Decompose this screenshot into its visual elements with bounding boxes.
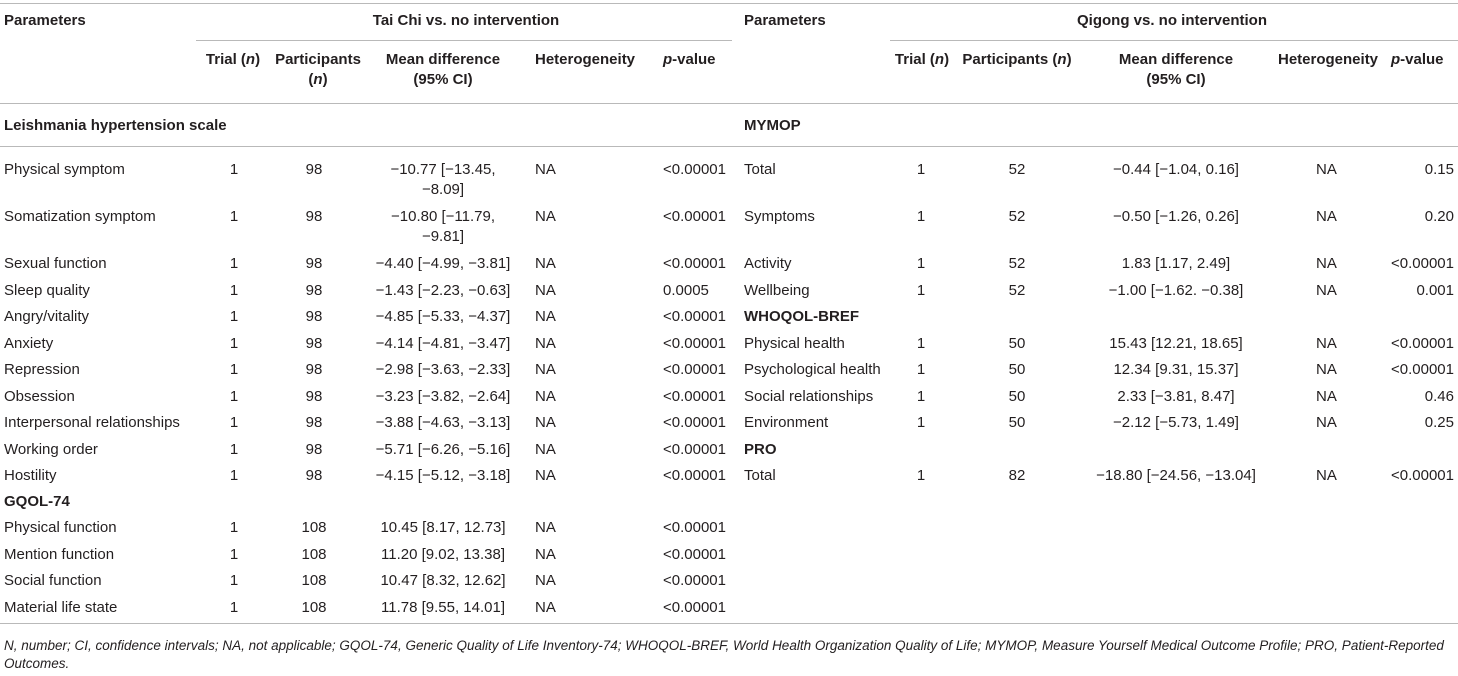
table-cell-participants: 98	[305, 414, 323, 431]
table-row-parameter: Material life state	[4, 599, 118, 616]
left-group-header: Tai Chi vs. no intervention	[372, 12, 560, 29]
right-group-rule	[890, 40, 1458, 41]
table-cell-pvalue: 0.25	[1424, 414, 1454, 431]
table-row-parameter: Interpersonal relationships	[4, 414, 180, 431]
table-cell-participants: 98	[305, 441, 323, 458]
table-cell-pvalue: <0.00001	[663, 467, 726, 484]
table-cell-heterogeneity: NA	[535, 414, 556, 431]
table-row-parameter: Psychological health	[744, 361, 881, 378]
table-cell-heterogeneity: NA	[535, 308, 556, 325]
table-cell-pvalue: <0.00001	[1391, 467, 1454, 484]
table-cell-trial: 1	[229, 519, 239, 536]
table-cell-heterogeneity: NA	[1316, 414, 1337, 431]
table-cell-pvalue: <0.00001	[663, 255, 726, 272]
table-cell-pvalue: <0.00001	[663, 335, 726, 352]
table-cell-trial: 1	[229, 308, 239, 325]
right-heterogeneity-header: Heterogeneity	[1278, 51, 1379, 68]
table-cell-mean-difference: 11.20 [9.02, 13.38]	[381, 546, 505, 563]
table-cell-heterogeneity: NA	[535, 599, 556, 616]
table-cell-mean-difference: −4.15 [−5.12, −3.18]	[375, 467, 511, 484]
section-title: MYMOP	[744, 117, 801, 134]
table-cell-heterogeneity: NA	[1316, 335, 1337, 352]
table-cell-pvalue: <0.00001	[1391, 361, 1454, 378]
table-cell-participants: 50	[1008, 335, 1026, 352]
table-top-rule	[0, 3, 1458, 4]
table-cell-pvalue: 0.46	[1424, 388, 1454, 405]
table-cell-participants: 52	[1008, 282, 1026, 299]
left-pvalue-header: p-value	[663, 51, 716, 68]
table-cell-participants: 50	[1008, 361, 1026, 378]
table-row-parameter: Activity	[744, 255, 792, 272]
table-cell-heterogeneity: NA	[535, 546, 556, 563]
table-cell-pvalue: <0.00001	[663, 308, 726, 325]
table-cell-pvalue: <0.00001	[663, 519, 726, 536]
table-cell-heterogeneity: NA	[1316, 282, 1337, 299]
table-cell-heterogeneity: NA	[535, 572, 556, 589]
table-cell-participants: 98	[305, 161, 323, 178]
table-footnote: N, number; CI, confidence intervals; NA, not applicable; GQOL-74, Generic Quality of Life Inventory-74; WHOQOL-BREF, World Health Organization Quality of Life; MYMOP, Measure Yourself Medical Outcome Profile; PRO, Patient-Reported Outcomes.	[4, 638, 1444, 671]
table-cell-trial: 1	[916, 467, 926, 484]
table-cell-pvalue: <0.00001	[663, 546, 726, 563]
left-participants-header-line1: Participants	[275, 51, 361, 68]
header-bottom-rule	[0, 103, 1458, 104]
table-cell-trial: 1	[916, 255, 926, 272]
table-cell-mean-difference: 10.45 [8.17, 12.73]	[380, 519, 506, 536]
table-cell-mean-difference: −4.85 [−5.33, −4.37]	[375, 308, 511, 325]
table-cell-heterogeneity: NA	[535, 208, 556, 225]
table-cell-pvalue: <0.00001	[663, 572, 726, 589]
table-cell-trial: 1	[229, 546, 239, 563]
table-cell-mean-difference: −5.71 [−6.26, −5.16]	[375, 441, 511, 458]
table-cell-trial: 1	[229, 161, 239, 178]
table-cell-trial: 1	[916, 282, 926, 299]
section-title: WHOQOL-BREF	[744, 308, 859, 325]
table-cell-participants: 108	[301, 546, 327, 563]
table-cell-participants: 108	[301, 599, 327, 616]
table-cell-trial: 1	[229, 467, 239, 484]
table-cell-mean-difference: −10.80 [−11.79,	[391, 208, 495, 225]
table-row-parameter: Anxiety	[4, 335, 54, 352]
table-cell-participants: 98	[305, 361, 323, 378]
table-cell-pvalue: 0.15	[1424, 161, 1454, 178]
table-cell-pvalue: <0.00001	[1391, 335, 1454, 352]
table-cell-heterogeneity: NA	[1316, 388, 1337, 405]
right-mean-header-line2: (95% CI)	[1146, 71, 1206, 88]
table-cell-trial: 1	[229, 388, 239, 405]
table-row-parameter: Physical health	[744, 335, 845, 352]
table-cell-heterogeneity: NA	[535, 388, 556, 405]
table-cell-heterogeneity: NA	[535, 467, 556, 484]
table-cell-mean-difference: −1.43 [−2.23, −0.63]	[375, 282, 511, 299]
right-pvalue-header: p-value	[1391, 51, 1444, 68]
table-cell-mean-difference-cont: −9.81]	[421, 228, 465, 245]
table-cell-mean-difference: −0.44 [−1.04, 0.16]	[1113, 161, 1239, 178]
table-row-parameter: Sleep quality	[4, 282, 90, 299]
table-cell-pvalue: <0.00001	[663, 441, 726, 458]
table-cell-participants: 98	[305, 308, 323, 325]
table-cell-heterogeneity: NA	[535, 335, 556, 352]
table-cell-mean-difference: −2.12 [−5.73, 1.49]	[1113, 414, 1239, 431]
table-cell-participants: 52	[1008, 255, 1026, 272]
table-cell-mean-difference: 12.34 [9.31, 15.37]	[1113, 361, 1239, 378]
table-cell-pvalue: <0.00001	[663, 208, 726, 225]
table-cell-participants: 52	[1008, 208, 1026, 225]
left-parameters-header: Parameters	[4, 12, 86, 29]
table-cell-mean-difference: −10.77 [−13.45,	[390, 161, 496, 178]
left-mean-header-line2: (95% CI)	[413, 71, 473, 88]
table-cell-trial: 1	[229, 361, 239, 378]
section-title: GQOL-74	[4, 493, 70, 510]
table-cell-pvalue: <0.00001	[663, 388, 726, 405]
table-cell-participants: 98	[305, 335, 323, 352]
table-cell-participants: 98	[305, 467, 323, 484]
table-cell-mean-difference: −2.98 [−3.63, −2.33]	[375, 361, 511, 378]
table-cell-heterogeneity: NA	[1316, 255, 1337, 272]
table-cell-participants: 82	[1008, 467, 1026, 484]
table-cell-mean-difference-cont: −8.09]	[421, 181, 465, 198]
table-row-parameter: Wellbeing	[744, 282, 810, 299]
table-cell-pvalue: <0.00001	[663, 599, 726, 616]
table-row-parameter: Hostility	[4, 467, 57, 484]
table-cell-trial: 1	[229, 335, 239, 352]
table-row-parameter: Total	[744, 161, 776, 178]
table-cell-participants: 98	[305, 388, 323, 405]
right-group-header: Qigong vs. no intervention	[1076, 12, 1268, 29]
table-bottom-rule	[0, 623, 1458, 624]
table-cell-trial: 1	[229, 208, 239, 225]
table-row-parameter: Physical function	[4, 519, 117, 536]
table-cell-heterogeneity: NA	[535, 161, 556, 178]
table-cell-mean-difference: −0.50 [−1.26, 0.26]	[1113, 208, 1239, 225]
table-cell-trial: 1	[916, 361, 926, 378]
table-cell-mean-difference: 2.33 [−3.81, 8.47]	[1117, 388, 1235, 405]
table-cell-pvalue: 0.0005	[663, 282, 709, 299]
table-cell-heterogeneity: NA	[535, 441, 556, 458]
table-cell-heterogeneity: NA	[1316, 467, 1337, 484]
right-mean-header-line1: Mean difference	[1118, 51, 1234, 68]
table-cell-pvalue: <0.00001	[1391, 255, 1454, 272]
table-cell-participants: 98	[305, 208, 323, 225]
table-row-parameter: Working order	[4, 441, 98, 458]
table-cell-mean-difference: −18.80 [−24.56, −13.04]	[1096, 467, 1256, 484]
left-mean-header-line1: Mean difference	[385, 51, 501, 68]
left-heterogeneity-header: Heterogeneity	[535, 51, 636, 68]
table-cell-participants: 98	[305, 255, 323, 272]
section-title: Leishmania hypertension scale	[4, 117, 227, 134]
table-cell-trial: 1	[916, 161, 926, 178]
table-cell-mean-difference: −3.23 [−3.82, −2.64]	[375, 388, 511, 405]
table-cell-participants: 50	[1008, 414, 1026, 431]
right-trial-header: Trial (n)	[894, 51, 950, 68]
table-cell-mean-difference: −4.40 [−4.99, −3.81]	[375, 255, 511, 272]
table-row-parameter: Social relationships	[744, 388, 874, 405]
table-row-parameter: Environment	[744, 414, 829, 431]
table-cell-pvalue: <0.00001	[663, 161, 726, 178]
section-rule	[0, 146, 1458, 147]
table-cell-mean-difference: −1.00 [−1.62. −0.38]	[1108, 282, 1244, 299]
table-cell-heterogeneity: NA	[535, 519, 556, 536]
table-cell-trial: 1	[916, 388, 926, 405]
right-parameters-header: Parameters	[744, 12, 826, 29]
table-cell-participants: 98	[305, 282, 323, 299]
table-row-parameter: Symptoms	[744, 208, 815, 225]
table-cell-pvalue: 0.20	[1424, 208, 1454, 225]
left-trial-header: Trial (n)	[205, 51, 261, 68]
table-row-parameter: Total	[744, 467, 776, 484]
table-cell-heterogeneity: NA	[535, 255, 556, 272]
table-cell-mean-difference: 11.78 [9.55, 14.01]	[381, 599, 505, 616]
table-row-parameter: Repression	[4, 361, 80, 378]
table-cell-heterogeneity: NA	[535, 282, 556, 299]
table-cell-participants: 52	[1008, 161, 1026, 178]
table-cell-pvalue: <0.00001	[663, 361, 726, 378]
left-participants-header-line2: (n)	[308, 71, 328, 88]
table-cell-trial: 1	[229, 441, 239, 458]
left-group-rule	[196, 40, 732, 41]
table-cell-mean-difference: −4.14 [−4.81, −3.47]	[375, 335, 511, 352]
table-row-parameter: Physical symptom	[4, 161, 125, 178]
table-cell-heterogeneity: NA	[535, 361, 556, 378]
table-cell-mean-difference: 10.47 [8.32, 12.62]	[380, 572, 506, 589]
table-cell-trial: 1	[916, 335, 926, 352]
table-cell-trial: 1	[229, 282, 239, 299]
table-row-parameter: Social function	[4, 572, 102, 589]
table-cell-pvalue: 0.001	[1416, 282, 1454, 299]
table-cell-mean-difference: −3.88 [−4.63, −3.13]	[375, 414, 511, 431]
table-cell-trial: 1	[229, 414, 239, 431]
table-cell-pvalue: <0.00001	[663, 414, 726, 431]
section-title: PRO	[744, 441, 777, 458]
table-cell-trial: 1	[916, 414, 926, 431]
table-cell-trial: 1	[229, 255, 239, 272]
table-row-parameter: Angry/vitality	[4, 308, 90, 325]
table-cell-heterogeneity: NA	[1316, 208, 1337, 225]
table-cell-participants: 50	[1008, 388, 1026, 405]
table-cell-participants: 108	[301, 572, 327, 589]
table-cell-heterogeneity: NA	[1316, 161, 1337, 178]
table-row-parameter: Somatization symptom	[4, 208, 156, 225]
table-cell-mean-difference: 15.43 [12.21, 18.65]	[1109, 335, 1243, 352]
table-cell-participants: 108	[301, 519, 327, 536]
table-row-parameter: Mention function	[4, 546, 115, 563]
table-cell-mean-difference: 1.83 [1.17, 2.49]	[1121, 255, 1231, 272]
table-cell-trial: 1	[229, 599, 239, 616]
table-row-parameter: Obsession	[4, 388, 75, 405]
table-cell-trial: 1	[916, 208, 926, 225]
table-cell-heterogeneity: NA	[1316, 361, 1337, 378]
table-cell-trial: 1	[229, 572, 239, 589]
right-participants-header: Participants (n)	[962, 51, 1072, 68]
table-row-parameter: Sexual function	[4, 255, 107, 272]
